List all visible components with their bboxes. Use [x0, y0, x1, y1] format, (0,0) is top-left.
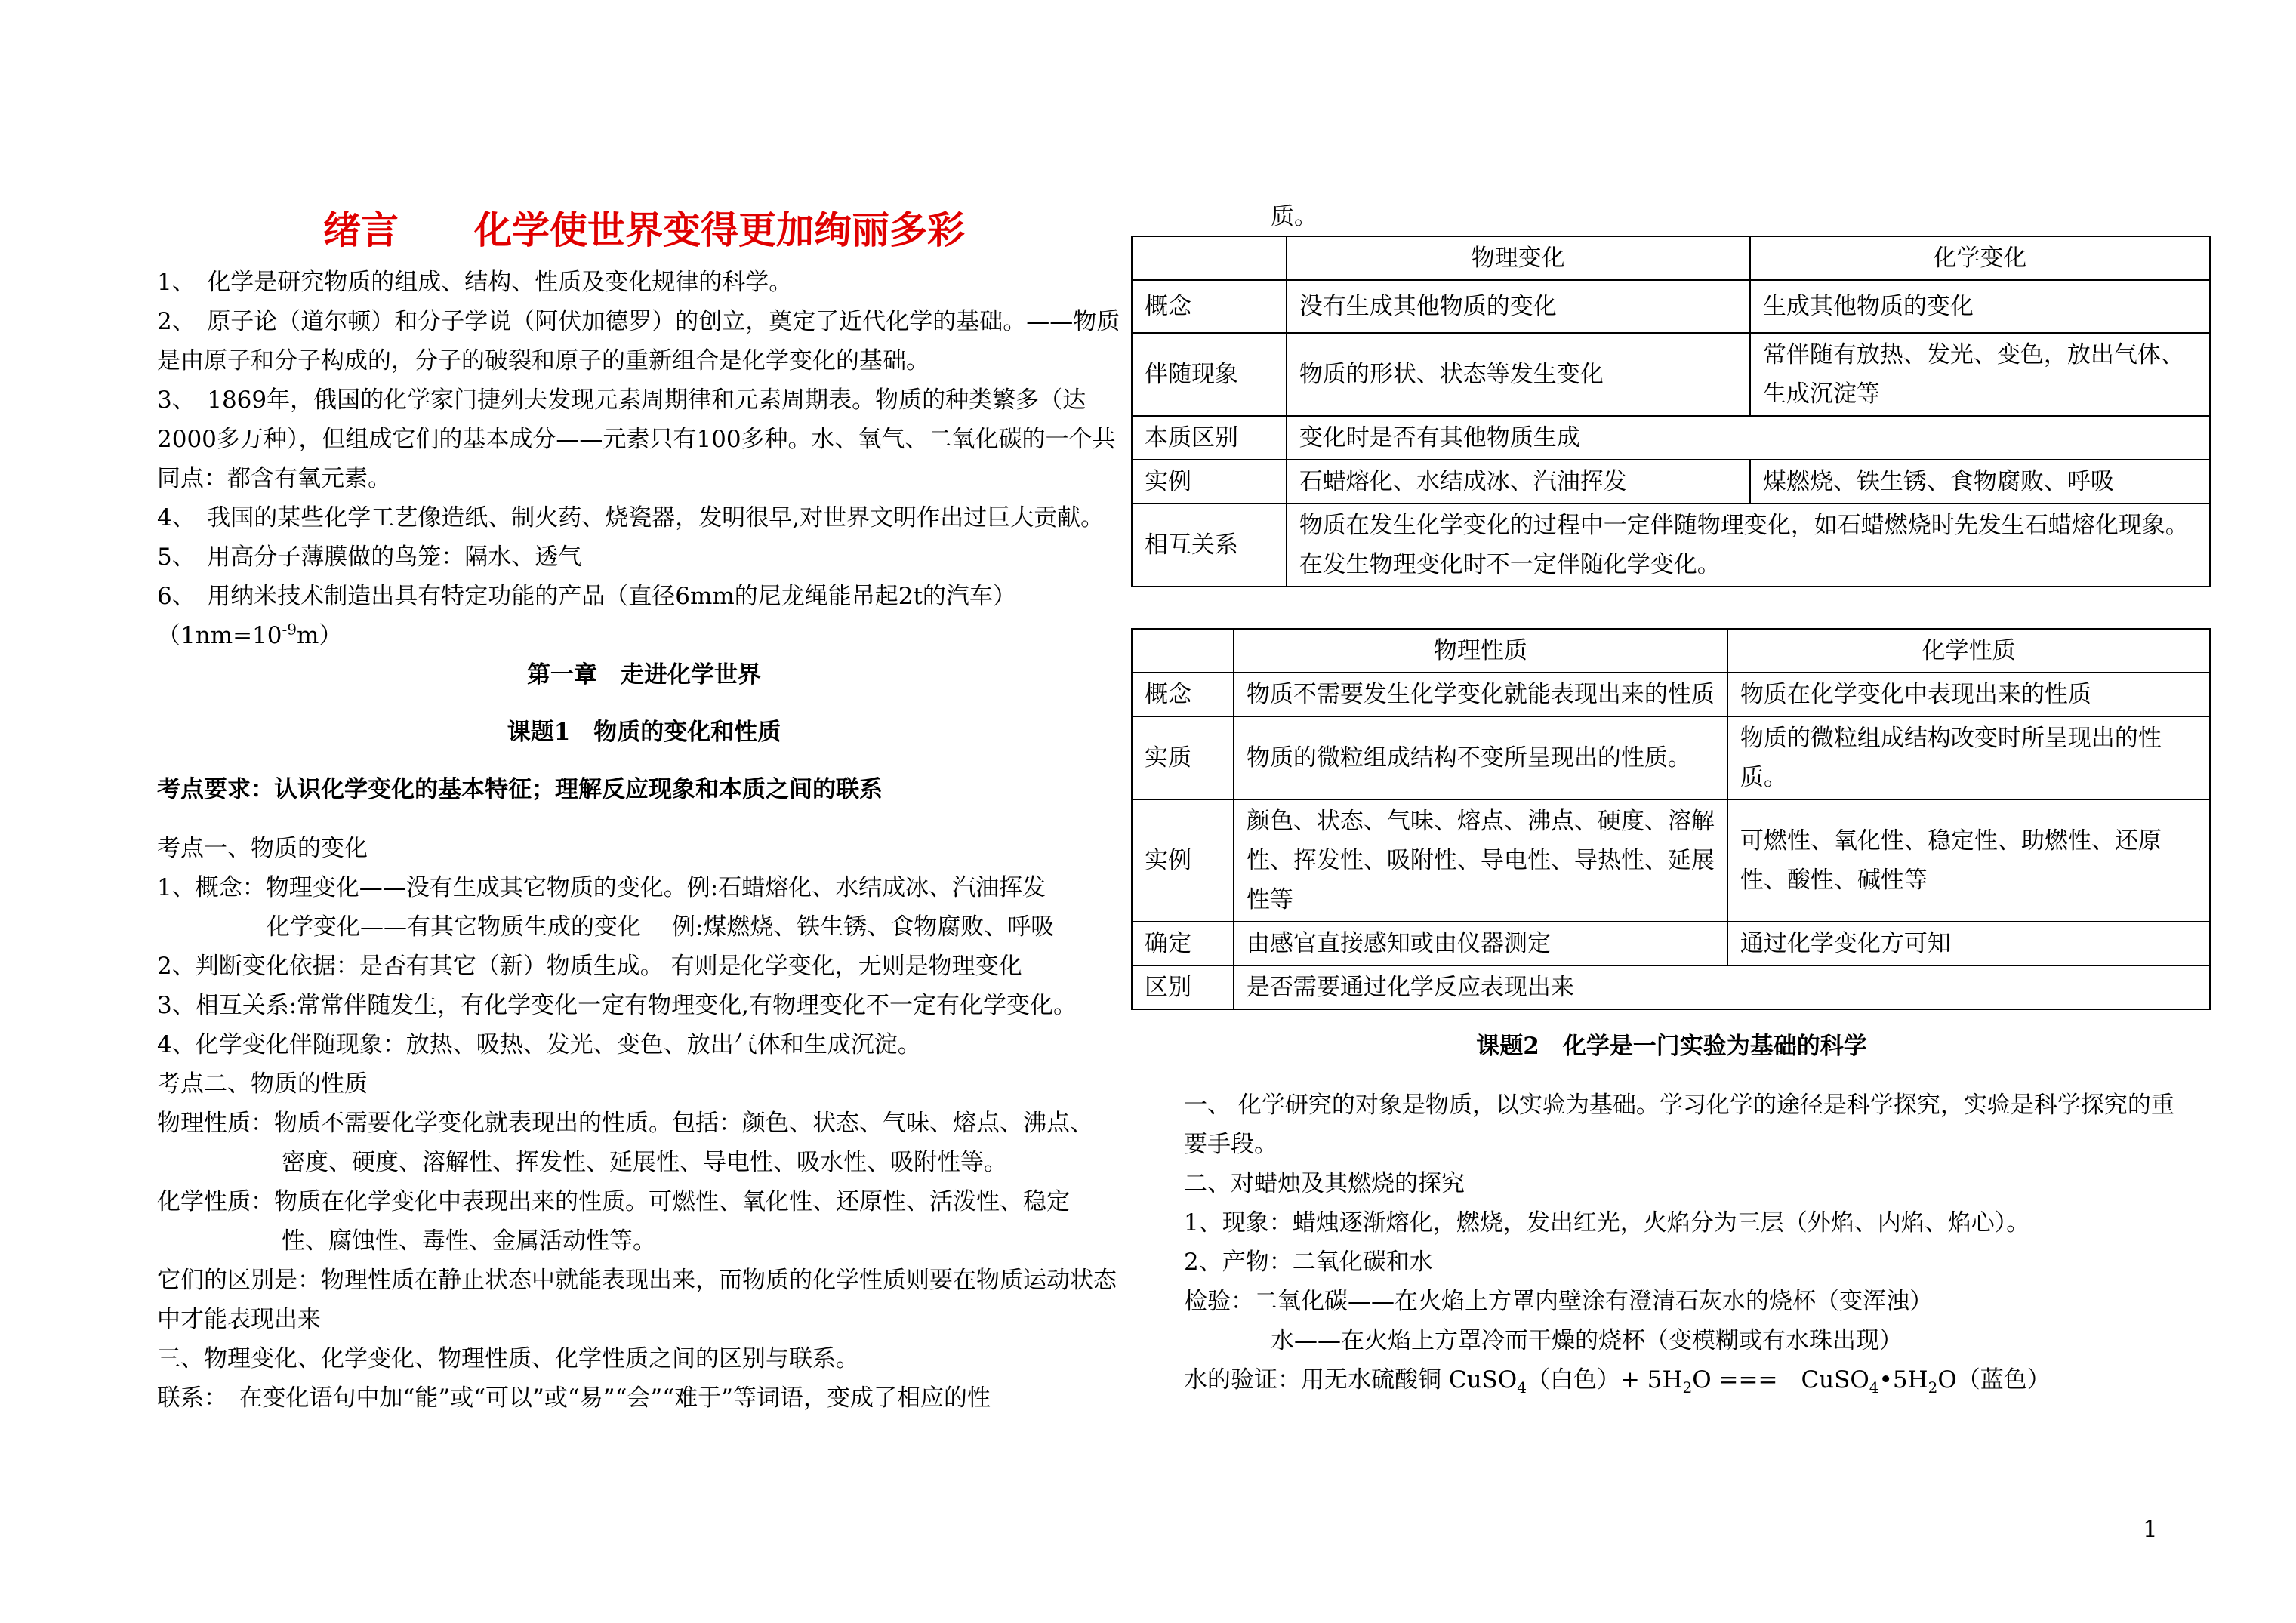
nano-unit-exponent: -9 — [282, 620, 297, 639]
table-header-row — [1132, 629, 2210, 673]
table-row — [1132, 280, 2210, 333]
chemical-property-line1: 化学性质：物质在化学变化中表现出来的性质。可燃性、氧化性、还原性、活泼性、稳定 — [157, 1188, 1070, 1215]
intro-item-5: 5、 用高分子薄膜做的鸟笼：隔水、透气 — [157, 544, 582, 571]
chapter-heading: 第一章 走进化学世界 — [527, 661, 761, 688]
formula-subscript: 2 — [1928, 1378, 1938, 1397]
table-row — [1132, 416, 2210, 460]
lesson2-heading: 课题2 化学是一门实验为基础的科学 — [1476, 1033, 1867, 1060]
point1-heading: 考点一、物质的变化 — [157, 835, 368, 862]
change-comparison-table — [1131, 236, 2211, 587]
intro-item-6: 6、 用纳米技术制造出具有特定功能的产品（直径6mm的尼龙绳能吊起2t的汽车） — [157, 583, 1016, 610]
mutual-relation: 3、相互关系:常常伴随发生，有化学变化一定有物理变化,有物理变化不一定有化学变化。 — [157, 992, 1077, 1019]
chemical-property-line2: 性、腐蚀性、毒性、金属活动性等。 — [282, 1227, 656, 1255]
table-header-cell: 化学性质 — [1727, 629, 2210, 673]
table-header-cell: 物理性质 — [1234, 629, 1727, 673]
water-test-formula — [1131, 1360, 2212, 1400]
table-header-cell — [1132, 236, 1287, 280]
difference-text: 它们的区别是：物理性质在静止状态中就能表现出来，而物质的化学性质则要在物质运动状态中才能表现出来 — [157, 1267, 1117, 1333]
judge-basis: 2、判断变化依据：是否有其它（新）物质生成。 有则是化学变化，无则是物理变化 — [157, 953, 1022, 980]
table-header-cell: 物理变化 — [1287, 236, 1750, 280]
table-cell: 生成其他物质的变化 — [1750, 280, 2210, 333]
right-para-1: 一、 化学研究的对象是物质，以实验为基础。学习化学的途径是科学探究，实验是科学探究的重要手段。 — [1184, 1092, 2174, 1158]
right-para-3: 1、现象：蜡烛逐渐熔化，燃烧，发出红光，火焰分为三层（外焰、内焰、焰心）。 — [1184, 1209, 2030, 1236]
formula-part: •5H — [1878, 1366, 1928, 1394]
right-column — [1131, 198, 2212, 1400]
table-cell: 没有生成其他物质的变化 — [1287, 280, 1750, 333]
row-label: 本质区别 — [1132, 416, 1287, 460]
table-cell: 物质的微粒组成结构改变时所呈现出的性质。 — [1727, 716, 2210, 799]
table-cell: 常伴随有放热、发光、变色，放出气体、生成沉淀等 — [1750, 333, 2210, 416]
table-cell: 可燃性、氧化性、稳定性、助燃性、还原性、酸性、碱性等 — [1727, 799, 2210, 922]
row-label: 概念 — [1132, 280, 1287, 333]
table-row — [1132, 965, 2210, 1009]
link-text: 联系： 在变化语句中加“能”或“可以”或“易”“会”“难于”等词语，变成了相应的性 — [157, 1384, 991, 1412]
intro-item-4: 4、 我国的某些化学工艺像造纸、制火药、烧瓷器，发明很早,对世界文明作出过巨大贡献。 — [157, 504, 1105, 531]
formula-subscript: 4 — [1869, 1378, 1879, 1397]
table-row — [1132, 460, 2210, 504]
intro-item-2: 2、 原子论（道尔顿）和分子学说（阿伏加德罗）的创立，奠定了近代化学的基础。——物质是由原子和分子构成的，分子的破裂和原子的重新组合是化学变化的基础。 — [157, 308, 1120, 374]
right-para-4: 2、产物：二氧化碳和水 — [1184, 1249, 1433, 1276]
table-cell: 物质不需要发生化学变化就能表现出来的性质 — [1234, 673, 1727, 716]
formula-subscript: 4 — [1517, 1378, 1527, 1397]
table-row — [1132, 922, 2210, 965]
intro-item-1: 1、 化学是研究物质的组成、结构、性质及变化规律的科学。 — [157, 269, 793, 296]
table-cell: 物质在化学变化中表现出来的性质 — [1727, 673, 2210, 716]
formula-part: 水的验证：用无水硫酸铜 CuSO — [1184, 1366, 1518, 1394]
nano-unit — [157, 616, 1131, 655]
row-label: 伴随现象 — [1132, 333, 1287, 416]
row-label: 实例 — [1132, 799, 1234, 922]
table-cell: 由感官直接感知或由仪器测定 — [1234, 922, 1727, 965]
row-label: 实质 — [1132, 716, 1234, 799]
right-para-2: 二、对蜡烛及其燃烧的探究 — [1184, 1170, 1465, 1197]
section-three-heading: 三、物理变化、化学变化、物理性质、化学性质之间的区别与联系。 — [157, 1345, 859, 1372]
table-cell: 变化时是否有其他物质生成 — [1287, 416, 2210, 460]
table-row — [1132, 504, 2210, 587]
table-cell: 通过化学变化方可知 — [1727, 922, 2210, 965]
left-column — [157, 204, 1131, 1418]
table-row — [1132, 716, 2210, 799]
formula-subscript: 2 — [1682, 1378, 1693, 1397]
point2-heading: 考点二、物质的性质 — [157, 1070, 368, 1098]
right-para-5: 检验：二氧化碳——在火焰上方罩内壁涂有澄清石灰水的烧杯（变浑浊） — [1184, 1288, 1933, 1315]
concept-chemical: 化学变化——有其它物质生成的变化 例:煤燃烧、铁生锈、食物腐败、呼吸 — [267, 913, 1055, 941]
requirement-line: 考点要求：认识化学变化的基本特征；理解反应现象和本质之间的联系 — [157, 776, 883, 803]
formula-part: O（蓝色） — [1937, 1366, 2051, 1394]
table-cell: 颜色、状态、气味、熔点、沸点、硬度、溶解性、挥发性、吸附性、导电性、导热性、延展性等 — [1234, 799, 1727, 922]
page-number: 1 — [2143, 1516, 2158, 1543]
intro-item-3: 3、 1869年，俄国的化学家门捷列夫发现元素周期律和元素周期表。物质的种类繁多（达2000多万种），但组成它们的基本成分——元素只有100多种。水、氧气、二氧化碳的一个共同点：都含有氧元素。 — [157, 387, 1116, 492]
table-cell: 是否需要通过化学反应表现出来 — [1234, 965, 2210, 1009]
row-label: 区别 — [1132, 965, 1234, 1009]
table-cell: 煤燃烧、铁生锈、食物腐败、呼吸 — [1750, 460, 2210, 504]
row-label: 概念 — [1132, 673, 1234, 716]
table-header-cell: 化学变化 — [1750, 236, 2210, 280]
page-title: 绪言 化学使世界变得更加绚丽多彩 — [323, 208, 965, 252]
concept-physical: 1、概念：物理变化——没有生成其它物质的变化。例:石蜡熔化、水结成冰、汽油挥发 — [157, 874, 1046, 901]
row-label: 相互关系 — [1132, 504, 1287, 587]
table-row — [1132, 673, 2210, 716]
formula-part: （白色）+ 5H — [1526, 1366, 1683, 1394]
table-row — [1132, 799, 2210, 922]
table-row — [1132, 333, 2210, 416]
nano-unit-base: （1nm=10 — [157, 622, 282, 649]
table-cell: 石蜡熔化、水结成冰、汽油挥发 — [1287, 460, 1750, 504]
formula-part: O === CuSO — [1692, 1366, 1869, 1394]
link-continuation: 质。 — [1271, 203, 1318, 230]
table-header-cell — [1132, 629, 1234, 673]
row-label: 实例 — [1132, 460, 1287, 504]
lesson1-heading: 课题1 物质的变化和性质 — [507, 719, 781, 746]
nano-unit-suffix: m） — [297, 622, 343, 649]
physical-property-line1: 物理性质：物质不需要化学变化就表现出的性质。包括：颜色、状态、气味、熔点、沸点、 — [157, 1110, 1093, 1137]
table-header-row — [1132, 236, 2210, 280]
property-comparison-table — [1131, 628, 2211, 1010]
table-cell: 物质的微粒组成结构不变所呈现出的性质。 — [1234, 716, 1727, 799]
table-cell: 物质的形状、状态等发生变化 — [1287, 333, 1750, 416]
table-cell: 物质在发生化学变化的过程中一定伴随物理变化，如石蜡燃烧时先发生石蜡熔化现象。在发生物理变化时不一定伴随化学变化。 — [1287, 504, 2210, 587]
accompany-phenomena: 4、化学变化伴随现象：放热、吸热、发光、变色、放出气体和生成沉淀。 — [157, 1031, 921, 1058]
physical-property-line2: 密度、硬度、溶解性、挥发性、延展性、导电性、吸水性、吸附性等。 — [282, 1149, 1007, 1176]
row-label: 确定 — [1132, 922, 1234, 965]
right-para-6: 水——在火焰上方罩冷而干燥的烧杯（变模糊或有水珠出现） — [1271, 1327, 1903, 1354]
